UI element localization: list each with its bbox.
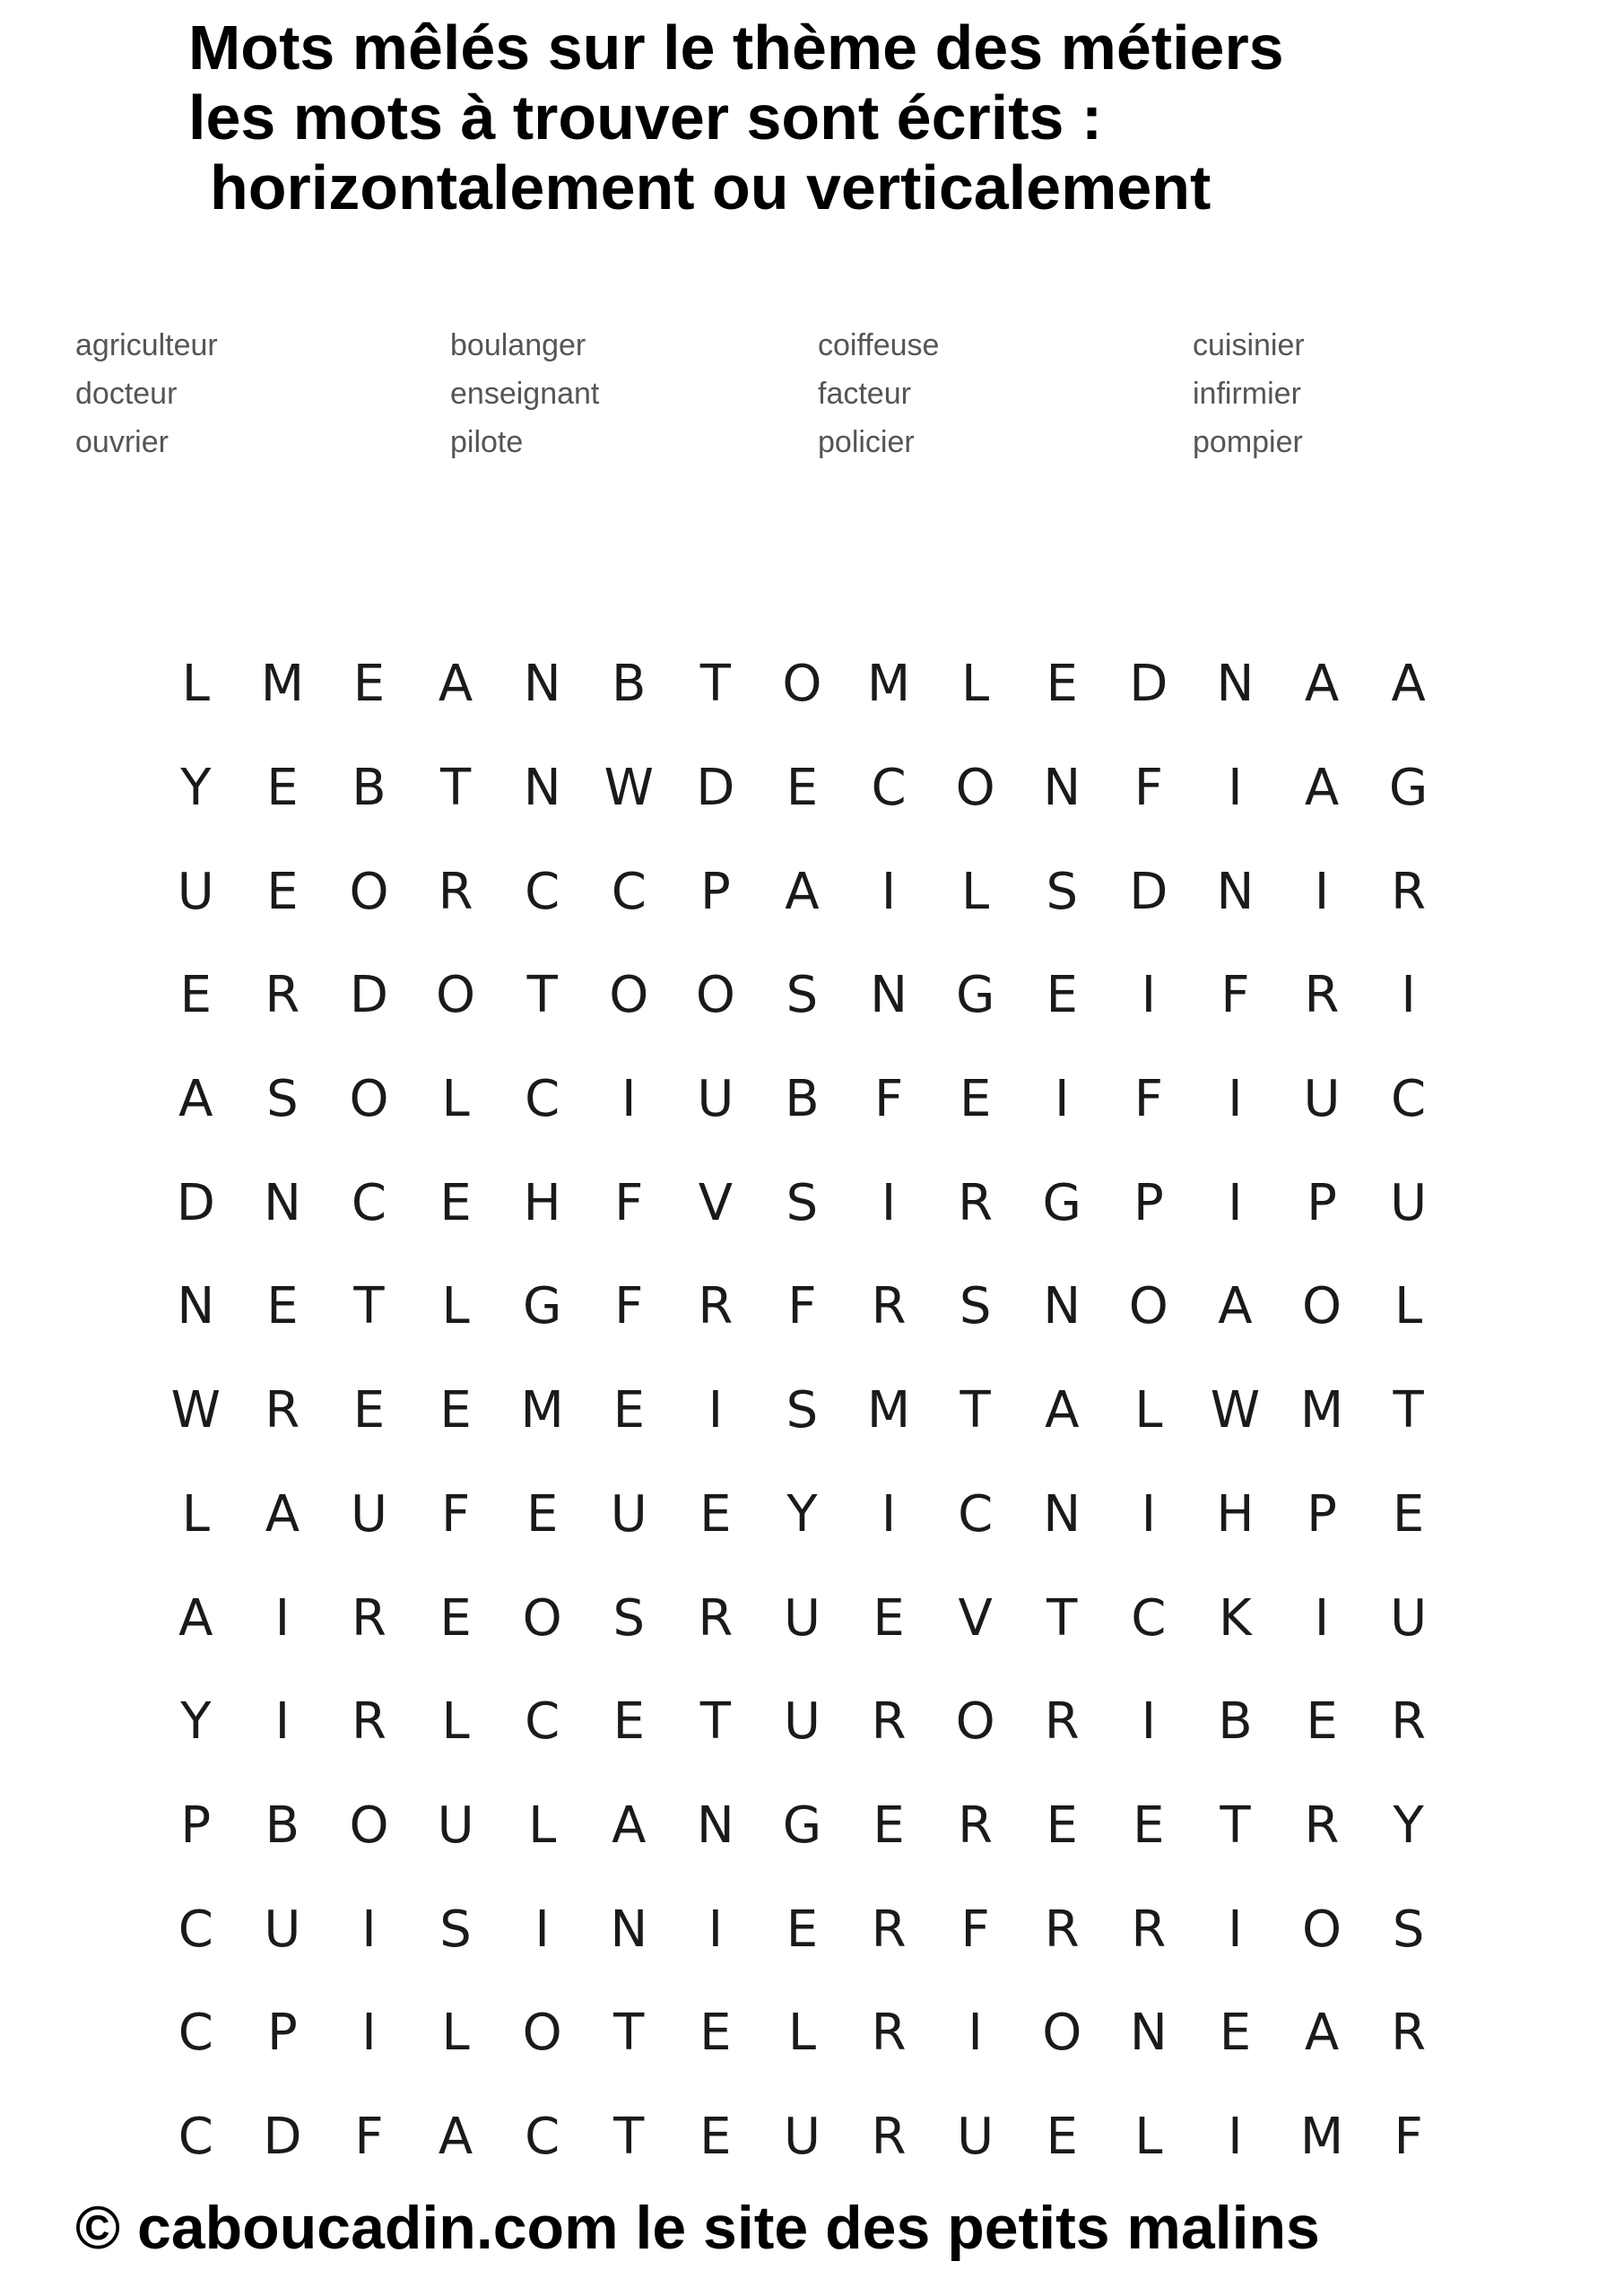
grid-letter[interactable]: E bbox=[1392, 1484, 1425, 1544]
grid-letter[interactable]: U bbox=[1303, 1070, 1341, 1129]
grid-letter[interactable]: G bbox=[782, 1796, 822, 1855]
grid-letter[interactable]: S bbox=[1392, 1900, 1425, 1959]
grid-letter[interactable]: T bbox=[1220, 1796, 1251, 1855]
grid-letter[interactable]: I bbox=[1228, 1173, 1243, 1232]
grid-letter[interactable]: F bbox=[1133, 759, 1163, 818]
grid-letter[interactable]: C bbox=[525, 1692, 560, 1752]
grid-letter[interactable]: I bbox=[708, 1900, 724, 1959]
grid-letter[interactable]: R bbox=[698, 1588, 734, 1648]
grid-letter[interactable]: O bbox=[955, 759, 995, 818]
grid-letter[interactable]: H bbox=[523, 1173, 561, 1232]
grid-letter[interactable]: U bbox=[783, 1588, 821, 1648]
grid-letter[interactable]: C bbox=[958, 1484, 994, 1544]
grid-letter[interactable]: R bbox=[1044, 1692, 1080, 1752]
grid-letter[interactable]: C bbox=[525, 862, 560, 921]
grid-letter[interactable]: U bbox=[610, 1484, 647, 1544]
grid-letter[interactable]: I bbox=[361, 1900, 377, 1959]
grid-letter[interactable]: I bbox=[1314, 1588, 1330, 1648]
grid-letter[interactable]: F bbox=[787, 1277, 817, 1336]
grid-letter[interactable]: W bbox=[170, 1381, 221, 1440]
grid-letter[interactable]: E bbox=[786, 1900, 819, 1959]
grid-letter[interactable]: L bbox=[528, 1796, 557, 1855]
grid-letter[interactable]: U bbox=[437, 1796, 474, 1855]
grid-letter[interactable]: E bbox=[439, 1588, 472, 1648]
grid-letter[interactable]: A bbox=[265, 1484, 300, 1544]
grid-letter[interactable]: E bbox=[1133, 1796, 1165, 1855]
grid-letter[interactable]: A bbox=[1304, 2004, 1340, 2063]
grid-letter[interactable]: W bbox=[1210, 1381, 1261, 1440]
grid-letter[interactable]: R bbox=[871, 2004, 907, 2063]
grid-letter[interactable]: S bbox=[439, 1900, 472, 1959]
grid-letter[interactable]: S bbox=[266, 1070, 299, 1129]
grid-letter[interactable]: T bbox=[1046, 1588, 1078, 1648]
grid-letter[interactable]: L bbox=[1394, 1277, 1423, 1336]
grid-letter[interactable]: S bbox=[786, 1381, 819, 1440]
grid-letter[interactable]: R bbox=[871, 1277, 907, 1336]
word-list bbox=[75, 321, 1474, 466]
grid-letter[interactable]: P bbox=[1133, 1173, 1164, 1232]
grid-letter[interactable]: T bbox=[613, 2107, 645, 2166]
grid-letter[interactable]: R bbox=[1391, 1692, 1427, 1752]
grid-letter[interactable]: L bbox=[961, 862, 990, 921]
grid-letter[interactable]: A bbox=[612, 1796, 647, 1855]
word-item: facteur bbox=[818, 377, 911, 411]
grid-letter[interactable]: I bbox=[274, 1692, 291, 1752]
grid-letter[interactable]: L bbox=[441, 1692, 470, 1752]
grid-letter[interactable]: I bbox=[1141, 1692, 1157, 1752]
grid-letter[interactable]: E bbox=[179, 966, 212, 1025]
grid-letter[interactable]: R bbox=[265, 966, 300, 1025]
grid-letter[interactable]: C bbox=[525, 2107, 560, 2166]
word-item: coiffeuse bbox=[818, 328, 940, 362]
grid-letter[interactable]: O bbox=[436, 966, 476, 1025]
word-item: enseignant bbox=[450, 377, 600, 411]
grid-letter[interactable]: I bbox=[361, 2004, 377, 2063]
grid-letter[interactable]: L bbox=[1134, 2107, 1163, 2166]
grid-letter[interactable]: R bbox=[438, 862, 473, 921]
grid-letter[interactable]: T bbox=[699, 655, 731, 714]
grid-letter[interactable]: C bbox=[178, 2107, 213, 2166]
grid-letter[interactable]: F bbox=[614, 1277, 644, 1336]
grid-letter[interactable]: M bbox=[866, 1381, 911, 1440]
grid-letter[interactable]: G bbox=[522, 1277, 562, 1336]
grid-letter[interactable]: F bbox=[354, 2107, 384, 2166]
grid-letter[interactable]: D bbox=[263, 2107, 302, 2166]
grid-letter[interactable]: E bbox=[439, 1173, 472, 1232]
grid-letter[interactable]: R bbox=[1391, 2004, 1427, 2063]
grid-letter[interactable]: E bbox=[1046, 655, 1078, 714]
grid-letter[interactable]: G bbox=[1388, 759, 1429, 818]
grid-letter[interactable]: U bbox=[177, 862, 214, 921]
grid-letter[interactable]: P bbox=[180, 1796, 212, 1855]
grid-letter[interactable]: O bbox=[955, 1692, 995, 1752]
grid-letter[interactable]: O bbox=[1042, 2004, 1082, 2063]
grid-letter[interactable]: R bbox=[1304, 966, 1340, 1025]
grid-letter[interactable]: R bbox=[958, 1173, 994, 1232]
grid-letter[interactable]: T bbox=[526, 966, 558, 1025]
grid-letter[interactable]: U bbox=[264, 1900, 301, 1959]
grid-letter[interactable]: Y bbox=[180, 759, 212, 818]
grid-letter[interactable]: R bbox=[871, 1900, 907, 1959]
grid-letter[interactable]: I bbox=[1401, 966, 1416, 1025]
grid-letter[interactable]: M bbox=[1299, 2107, 1344, 2166]
grid-letter[interactable]: I bbox=[534, 1900, 550, 1959]
grid-letter[interactable]: U bbox=[783, 1692, 821, 1752]
grid-letter[interactable]: N bbox=[523, 655, 561, 714]
grid-letter[interactable]: E bbox=[873, 1796, 905, 1855]
grid-letter[interactable]: E bbox=[1219, 2004, 1252, 2063]
grid-letter[interactable]: S bbox=[786, 1173, 819, 1232]
grid-letter[interactable]: E bbox=[699, 2107, 732, 2166]
grid-letter[interactable]: P bbox=[1307, 1484, 1337, 1544]
grid-letter[interactable]: C bbox=[525, 1070, 560, 1129]
grid-letter[interactable]: E bbox=[352, 655, 386, 714]
grid-letter[interactable]: F bbox=[1133, 1070, 1163, 1129]
grid-letter[interactable]: R bbox=[352, 1692, 386, 1752]
grid-letter[interactable]: R bbox=[352, 1588, 386, 1648]
grid-letter[interactable]: F bbox=[1220, 966, 1250, 1025]
grid-letter[interactable]: V bbox=[958, 1588, 993, 1648]
grid-letter[interactable]: C bbox=[611, 862, 647, 921]
grid-letter[interactable]: I bbox=[881, 862, 897, 921]
word-item: boulanger bbox=[450, 328, 586, 362]
grid-letter[interactable]: U bbox=[783, 2107, 821, 2166]
grid-letter[interactable]: L bbox=[441, 1277, 470, 1336]
grid-letter[interactable]: Y bbox=[1393, 1796, 1424, 1855]
grid-letter[interactable]: E bbox=[1046, 2107, 1078, 2166]
grid-letter[interactable]: R bbox=[1131, 1900, 1167, 1959]
grid-letter[interactable]: E bbox=[612, 1692, 645, 1752]
grid-letter[interactable]: O bbox=[1301, 1900, 1342, 1959]
grid-letter[interactable]: I bbox=[274, 1588, 291, 1648]
grid-letter[interactable]: B bbox=[265, 1796, 300, 1855]
grid-letter[interactable]: O bbox=[782, 655, 822, 714]
grid-letter[interactable]: P bbox=[1307, 1173, 1337, 1232]
title-line-2: les mots à trouver sont écrits : bbox=[188, 83, 1103, 152]
grid-letter[interactable]: L bbox=[441, 1070, 470, 1129]
grid-letter[interactable]: E bbox=[699, 2004, 732, 2063]
grid-letter[interactable]: S bbox=[959, 1277, 992, 1336]
grid-letter[interactable]: Y bbox=[180, 1692, 212, 1752]
grid-letter[interactable]: N bbox=[177, 1277, 215, 1336]
grid-letter[interactable]: Y bbox=[786, 1484, 818, 1544]
grid-letter[interactable]: B bbox=[612, 655, 647, 714]
grid-letter[interactable]: L bbox=[787, 2004, 817, 2063]
grid-letter[interactable]: M bbox=[1299, 1381, 1344, 1440]
grid-letter[interactable]: C bbox=[871, 759, 907, 818]
grid-letter[interactable]: O bbox=[522, 2004, 562, 2063]
grid-letter[interactable]: E bbox=[612, 1381, 645, 1440]
grid-letter[interactable]: I bbox=[881, 1173, 897, 1232]
grid-letter[interactable]: N bbox=[1129, 2004, 1168, 2063]
grid-letter[interactable]: O bbox=[695, 966, 735, 1025]
grid-letter[interactable]: D bbox=[349, 966, 389, 1025]
grid-letter[interactable]: E bbox=[1046, 966, 1078, 1025]
title-line-1: Mots mêlés sur le thème des métiers bbox=[188, 13, 1284, 83]
grid-letter[interactable]: D bbox=[1129, 655, 1168, 714]
grid-letter[interactable]: G bbox=[955, 966, 995, 1025]
grid-letter[interactable]: L bbox=[181, 1484, 210, 1544]
grid-letter[interactable]: A bbox=[438, 2107, 473, 2166]
grid-letter[interactable]: R bbox=[958, 1796, 994, 1855]
grid-letter[interactable]: O bbox=[349, 1796, 389, 1855]
grid-letter[interactable]: L bbox=[1134, 1381, 1163, 1440]
grid-letter[interactable]: F bbox=[1394, 2107, 1423, 2166]
grid-letter[interactable]: R bbox=[698, 1277, 734, 1336]
word-item: policier bbox=[818, 425, 915, 459]
grid-letter[interactable]: A bbox=[178, 1070, 213, 1129]
grid-letter[interactable]: K bbox=[1219, 1588, 1252, 1648]
grid-letter[interactable]: T bbox=[353, 1277, 385, 1336]
grid-letter[interactable]: F bbox=[614, 1173, 644, 1232]
grid-letter[interactable]: E bbox=[786, 759, 819, 818]
grid-letter[interactable]: C bbox=[1391, 1070, 1427, 1129]
grid-letter[interactable]: A bbox=[1045, 1381, 1080, 1440]
grid-letter[interactable]: N bbox=[263, 1173, 301, 1232]
grid-letter[interactable]: T bbox=[960, 1381, 991, 1440]
grid-letter[interactable]: E bbox=[1046, 1796, 1078, 1855]
word-item: cuisinier bbox=[1193, 328, 1305, 362]
grid-letter[interactable]: O bbox=[522, 1588, 562, 1648]
grid-letter[interactable]: N bbox=[870, 966, 908, 1025]
grid-letter[interactable]: C bbox=[178, 2004, 213, 2063]
grid-letter[interactable]: M bbox=[260, 655, 305, 714]
grid-letter[interactable]: R bbox=[871, 1692, 907, 1752]
grid-letter[interactable]: A bbox=[785, 862, 820, 921]
grid-letter[interactable]: E bbox=[699, 1484, 732, 1544]
grid-letter[interactable]: P bbox=[267, 2004, 298, 2063]
word-item: ouvrier bbox=[75, 425, 169, 459]
grid-letter[interactable]: D bbox=[1129, 862, 1168, 921]
grid-letter[interactable]: I bbox=[1228, 1070, 1243, 1129]
grid-letter[interactable]: E bbox=[959, 1070, 992, 1129]
grid-letter[interactable]: I bbox=[708, 1381, 724, 1440]
grid-letter[interactable]: N bbox=[1216, 862, 1255, 921]
grid-letter[interactable]: O bbox=[609, 966, 649, 1025]
grid-letter[interactable]: B bbox=[352, 759, 386, 818]
grid-letter[interactable]: C bbox=[1131, 1588, 1167, 1648]
grid-letter[interactable]: N bbox=[696, 1796, 734, 1855]
grid-letter[interactable]: A bbox=[1391, 655, 1426, 714]
title-line-3: horizontalement ou verticalement bbox=[210, 152, 1211, 222]
grid-letter[interactable]: D bbox=[696, 759, 735, 818]
grid-letter[interactable]: D bbox=[176, 1173, 215, 1232]
grid-letter[interactable]: L bbox=[181, 655, 210, 714]
grid-letter[interactable]: U bbox=[697, 1070, 734, 1129]
grid-letter[interactable]: P bbox=[699, 862, 731, 921]
letter-grid bbox=[152, 632, 1444, 2188]
grid-letter[interactable]: U bbox=[350, 1484, 387, 1544]
grid-letter[interactable]: G bbox=[1042, 1173, 1081, 1232]
grid-letter[interactable]: E bbox=[266, 759, 299, 818]
grid-letter[interactable]: T bbox=[1393, 1381, 1424, 1440]
grid-letter[interactable]: O bbox=[1128, 1277, 1168, 1336]
grid-letter[interactable]: U bbox=[1390, 1588, 1428, 1648]
grid-letter[interactable]: A bbox=[1304, 759, 1340, 818]
word-item: infirmier bbox=[1193, 377, 1301, 411]
grid-letter[interactable]: C bbox=[351, 1173, 387, 1232]
grid-letter[interactable]: L bbox=[441, 2004, 470, 2063]
grid-letter[interactable]: I bbox=[1054, 1070, 1070, 1129]
grid-letter[interactable]: A bbox=[438, 655, 473, 714]
grid-letter[interactable]: E bbox=[525, 1484, 559, 1544]
word-item: pilote bbox=[450, 425, 524, 459]
grid-letter[interactable]: I bbox=[968, 2004, 983, 2063]
grid-letter[interactable]: I bbox=[1141, 966, 1157, 1025]
grid-letter[interactable]: U bbox=[1390, 1173, 1428, 1232]
grid-letter[interactable]: N bbox=[1043, 1484, 1081, 1544]
grid-letter[interactable]: E bbox=[352, 1381, 386, 1440]
grid-letter[interactable]: E bbox=[266, 1277, 299, 1336]
grid-letter[interactable]: I bbox=[621, 1070, 637, 1129]
grid-letter[interactable]: N bbox=[1216, 655, 1255, 714]
grid-letter[interactable]: E bbox=[873, 1588, 905, 1648]
grid-letter[interactable]: C bbox=[178, 1900, 213, 1959]
grid-letter[interactable]: R bbox=[1304, 1796, 1340, 1855]
grid-letter[interactable]: M bbox=[520, 1381, 564, 1440]
grid-letter[interactable]: M bbox=[866, 655, 911, 714]
grid-letter[interactable]: N bbox=[1043, 759, 1081, 818]
grid-letter[interactable]: O bbox=[349, 1070, 389, 1129]
grid-letter[interactable]: V bbox=[698, 1173, 734, 1232]
grid-letter[interactable]: B bbox=[785, 1070, 820, 1129]
grid-letter[interactable]: I bbox=[1228, 1900, 1243, 1959]
grid-letter[interactable]: E bbox=[1306, 1692, 1338, 1752]
grid-letter[interactable]: S bbox=[612, 1588, 646, 1648]
grid-letter[interactable]: T bbox=[699, 1692, 731, 1752]
grid-letter[interactable]: F bbox=[440, 1484, 471, 1544]
grid-letter[interactable]: F bbox=[873, 1070, 904, 1129]
grid-letter[interactable]: N bbox=[610, 1900, 648, 1959]
grid-letter[interactable]: B bbox=[1218, 1692, 1253, 1752]
grid-letter[interactable]: E bbox=[439, 1381, 472, 1440]
grid-letter[interactable]: I bbox=[1228, 2107, 1243, 2166]
grid-letter[interactable]: R bbox=[265, 1381, 300, 1440]
grid-letter[interactable]: O bbox=[1301, 1277, 1342, 1336]
grid-letter[interactable]: A bbox=[178, 1588, 213, 1648]
grid-letter[interactable]: T bbox=[439, 759, 472, 818]
grid-letter[interactable]: N bbox=[1043, 1277, 1081, 1336]
grid-letter[interactable]: S bbox=[1046, 862, 1078, 921]
grid-letter[interactable]: A bbox=[1218, 1277, 1253, 1336]
grid-letter[interactable]: I bbox=[881, 1484, 897, 1544]
grid-letter[interactable]: T bbox=[613, 2004, 645, 2063]
word-item: docteur bbox=[75, 377, 178, 411]
grid-letter[interactable]: L bbox=[961, 655, 990, 714]
grid-letter[interactable]: U bbox=[957, 2107, 994, 2166]
word-item: agriculteur bbox=[75, 328, 218, 362]
page-title bbox=[188, 13, 1533, 222]
copyright-footer: © caboucadin.com le site des petits malins bbox=[75, 2194, 1320, 2262]
grid-letter[interactable]: A bbox=[1304, 655, 1340, 714]
word-item: pompier bbox=[1193, 425, 1303, 459]
grid-letter[interactable]: I bbox=[1141, 1484, 1157, 1544]
grid-letter[interactable]: S bbox=[786, 966, 819, 1025]
grid-letter[interactable]: R bbox=[1391, 862, 1427, 921]
grid-letter[interactable]: I bbox=[1314, 862, 1330, 921]
grid-letter[interactable]: N bbox=[523, 759, 561, 818]
grid-letter[interactable]: E bbox=[266, 862, 299, 921]
grid-letter[interactable]: H bbox=[1216, 1484, 1255, 1544]
grid-letter[interactable]: F bbox=[960, 1900, 990, 1959]
grid-letter[interactable]: I bbox=[1228, 759, 1243, 818]
grid-letter[interactable]: W bbox=[604, 759, 654, 818]
grid-letter[interactable]: R bbox=[871, 2107, 907, 2166]
grid-letter[interactable]: O bbox=[349, 862, 389, 921]
grid-letter[interactable]: R bbox=[1044, 1900, 1080, 1959]
